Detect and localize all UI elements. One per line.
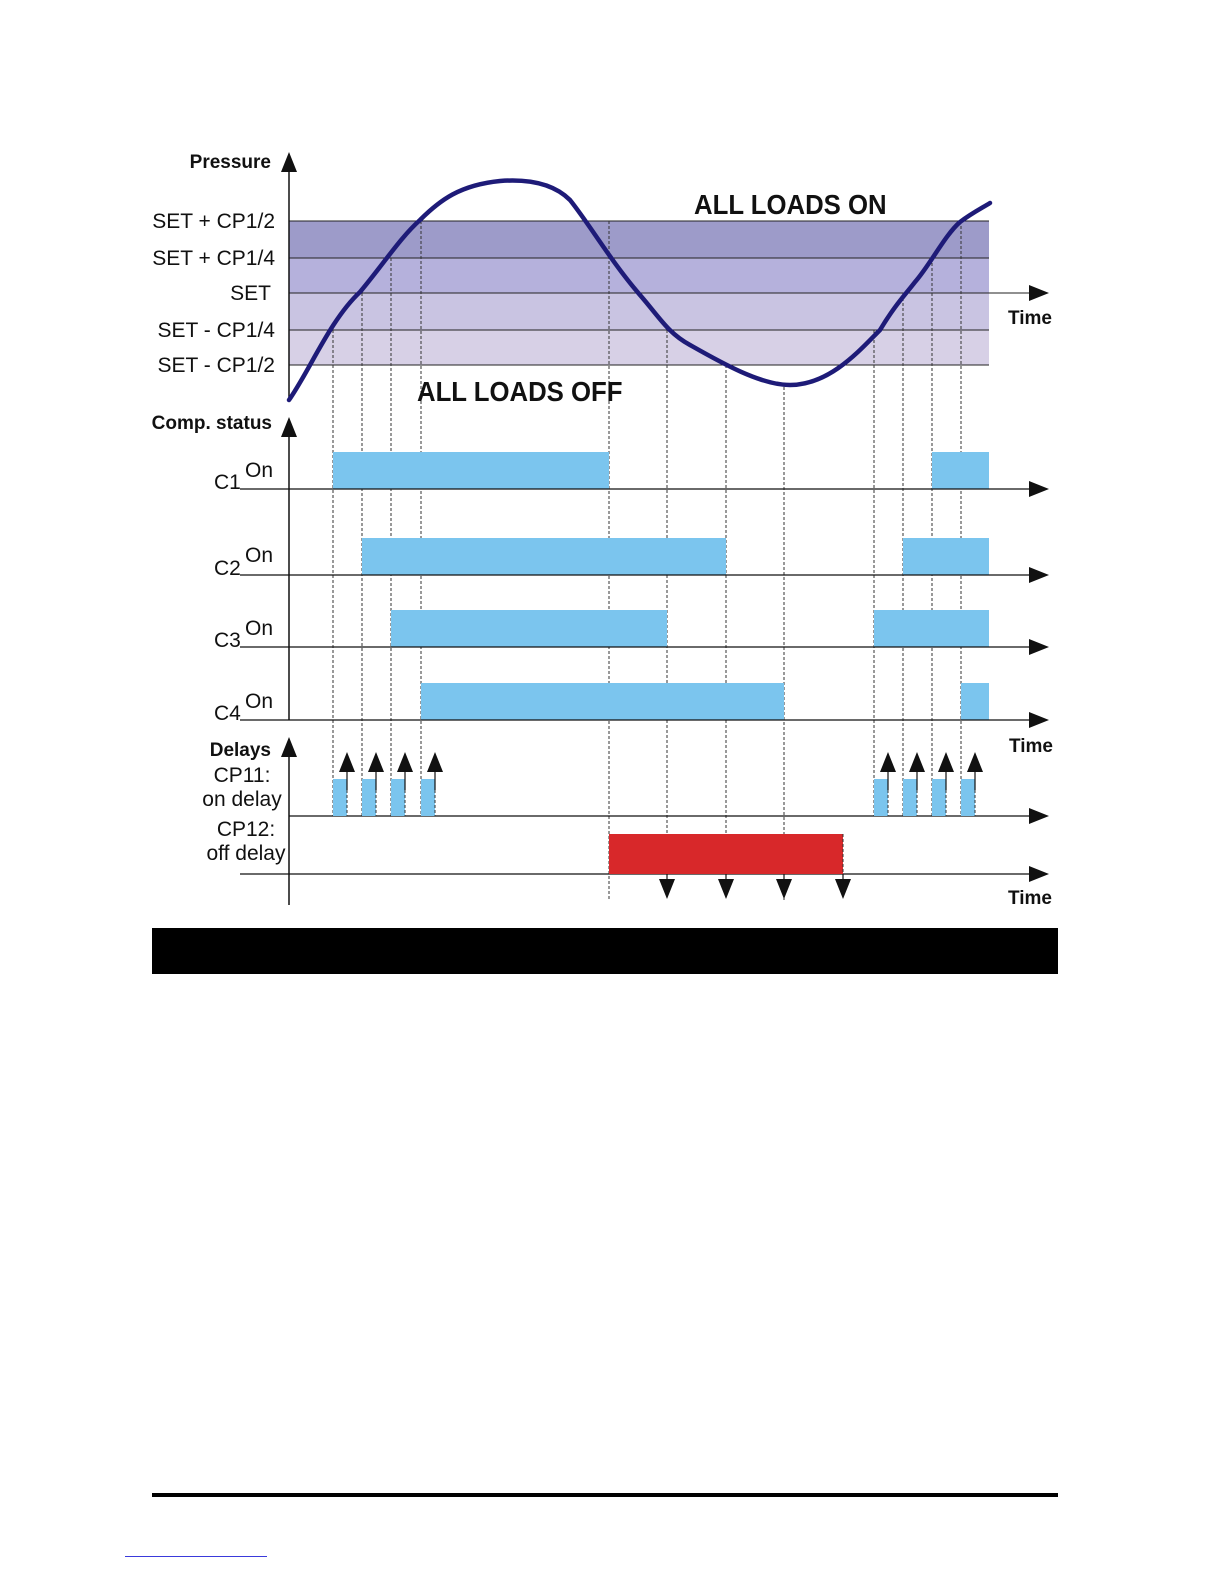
release-arrow-2 (776, 879, 792, 899)
comp-bar-c2-0 (362, 538, 726, 575)
release-arrow-3 (835, 879, 851, 899)
pressure-time-arrow (1029, 285, 1049, 301)
c2-label: C2 (214, 557, 241, 580)
c1-label: C1 (214, 471, 241, 494)
compressor-bars (333, 452, 989, 720)
c4-on-label: On (245, 690, 274, 713)
on-delay-arrow-7 (967, 752, 983, 772)
on-delay-pulse-5 (903, 779, 917, 816)
cp11-desc: on delay (202, 788, 282, 811)
comp-bar-c3-0 (391, 610, 667, 647)
cp11-label: CP11: (213, 764, 271, 787)
on-delay-pulse-7 (961, 779, 975, 816)
on-delay-pulse-1 (362, 779, 376, 816)
pressure-axis-title: Pressure (189, 152, 271, 173)
cp12-desc: off delay (206, 842, 286, 865)
cp12-label: CP12: (216, 818, 276, 841)
comp-bar-c4-0 (421, 683, 784, 720)
time-label-comp: Time (1009, 736, 1054, 757)
level-label-set-plus-half: SET + CP1/2 (152, 210, 275, 233)
level-label-set-minus-quarter: SET - CP1/4 (157, 319, 275, 342)
band-3 (289, 330, 989, 365)
pressure-y-arrow (281, 152, 297, 172)
c2-on-label: On (245, 544, 274, 567)
on-delay-pulse-3 (421, 779, 435, 816)
c3-label: C3 (214, 629, 241, 652)
all-loads-on-label: ALL LOADS ON (694, 189, 887, 221)
delay-markers (333, 752, 983, 899)
c4-label: C4 (214, 702, 241, 725)
on-delay-pulse-2 (391, 779, 405, 816)
on-delay-arrow-5 (909, 752, 925, 772)
level-label-set: SET (230, 282, 271, 305)
on-delay-arrow-2 (397, 752, 413, 772)
page-bottom-rule (152, 1493, 1058, 1497)
on-delay-arrow-4 (880, 752, 896, 772)
comp-bar-c1-1 (932, 452, 989, 489)
c1-on-label: On (245, 459, 274, 482)
level-label-set-plus-quarter: SET + CP1/4 (152, 247, 275, 270)
time-label-pressure: Time (1008, 308, 1053, 329)
on-delay-arrow-0 (339, 752, 355, 772)
delays-axis-title: Delays (209, 740, 271, 761)
comp-bar-c2-1 (903, 538, 989, 575)
comp-time-arrow-0 (1029, 481, 1049, 497)
cp11-time-arrow (1029, 808, 1049, 824)
on-delay-pulse-6 (932, 779, 946, 816)
on-delay-arrow-3 (427, 752, 443, 772)
time-label-delays: Time (1008, 888, 1053, 909)
release-arrow-1 (718, 879, 734, 899)
off-delay-bar (609, 834, 843, 874)
comp-time-arrow-3 (1029, 712, 1049, 728)
delays-y-arrow (281, 737, 297, 757)
comp-time-arrow-1 (1029, 567, 1049, 583)
comp-y-arrow (281, 417, 297, 437)
c3-on-label: On (245, 617, 274, 640)
level-label-set-minus-half: SET - CP1/2 (157, 354, 275, 377)
on-delay-arrow-6 (938, 752, 954, 772)
band-1 (289, 258, 989, 293)
comp-bar-c4-1 (961, 683, 989, 720)
release-arrow-0 (659, 879, 675, 899)
comp-bar-c3-1 (874, 610, 989, 647)
comp-bar-c1-0 (333, 452, 609, 489)
cp12-time-arrow (1029, 866, 1049, 882)
on-delay-pulse-0 (333, 779, 347, 816)
comp-status-axis-title: Comp. status (151, 413, 272, 434)
all-loads-off-label: ALL LOADS OFF (416, 376, 623, 408)
on-delay-pulse-4 (874, 779, 888, 816)
black-caption-bar (152, 928, 1058, 974)
footer-link-underline[interactable] (125, 1556, 267, 1557)
comp-time-arrow-2 (1029, 639, 1049, 655)
on-delay-arrow-1 (368, 752, 384, 772)
